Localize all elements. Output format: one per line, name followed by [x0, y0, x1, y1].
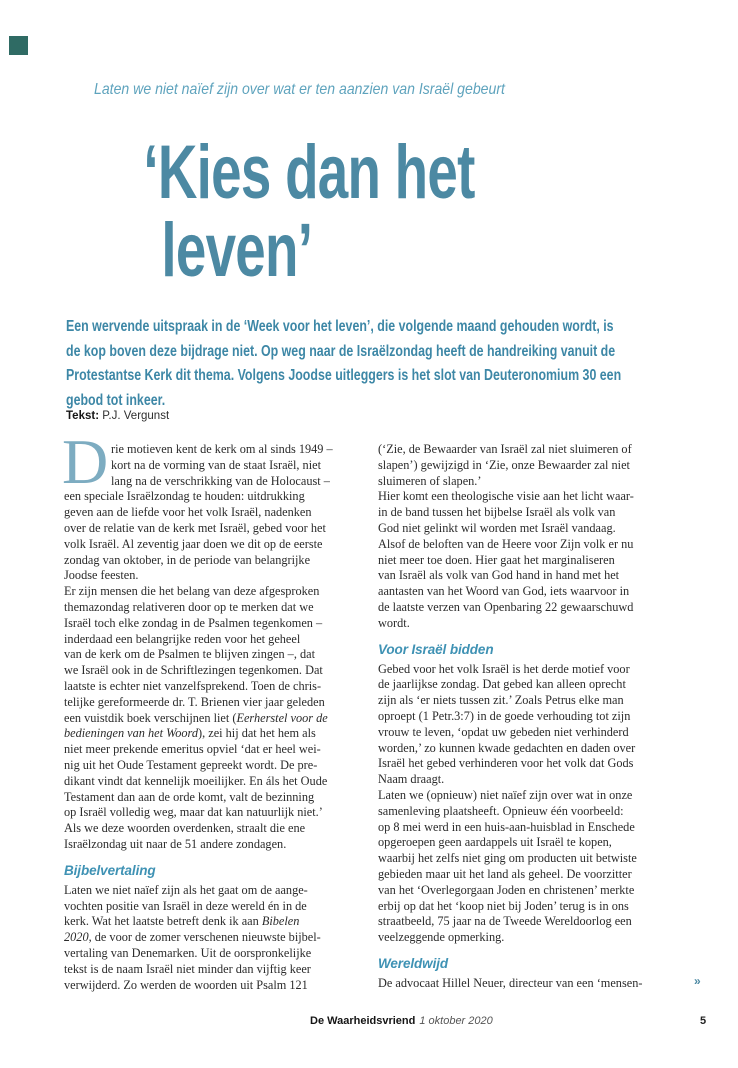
text-line: wordt.	[378, 615, 410, 630]
text-line: de laatste verzen van Openbaring 22 gewaarschuwd	[378, 599, 634, 614]
text-line: Israëlzondag uit naar de 51 andere zondagen.	[64, 836, 287, 851]
section-heading: Bijbelvertaling	[64, 862, 156, 878]
text-line: worden,’ zo kunnen kwade gedachten en daden over	[378, 740, 636, 755]
text-line: over de relatie van de kerk met Israël, gebed voor het	[64, 520, 326, 535]
corner-marker	[9, 36, 28, 55]
text-line: samenleving plaatsheeft. Opnieuw één voorbeeld:	[378, 803, 624, 818]
paragraph	[378, 788, 692, 946]
text-line: gebieden maar uit het land als geheel. De voorzitter	[378, 866, 632, 881]
text-line: kerk. Wat het laatste betreft denk ik aan Bibelen	[64, 914, 300, 929]
text-line: Hier komt een theologische visie aan het licht waar-	[378, 489, 634, 504]
continuation-arrow-icon: »	[694, 974, 701, 988]
text-line: bedieningen van het Woord), zei hij dat het hem als	[64, 726, 316, 741]
paragraph	[378, 442, 692, 489]
text-line: Er zijn mensen die het belang van deze afgesproken	[64, 584, 320, 599]
text-line: niet meer toe doen. Hier gaat het marginaliseren	[378, 552, 615, 567]
text-line: leven’	[161, 208, 313, 293]
text-line: een speciale Israëlzondag te houden: uitdrukking	[64, 489, 305, 504]
text-line: opgeroepen geen aardappels uit Israël te kopen,	[378, 835, 612, 850]
text-line: 2020, de voor de zomer verschenen nieuwste bijbel-	[64, 930, 321, 945]
text-line: vertaling van Denemarken. Uit de oorspronkelijke	[64, 945, 312, 960]
page-number: 5	[700, 1015, 707, 1027]
text-line: telijke gereformeerde dr. T. Brienen vier jaar geleden	[64, 694, 325, 709]
text-line: de jaarlijkse zondag. Dat gebed kan alleen oprecht	[378, 677, 626, 692]
text-line: erbij op dat het ‘koop niet bij Joden’ terug is in ons	[378, 898, 629, 913]
section-heading: Wereldwijd	[378, 955, 449, 971]
text-line: veelzeggende opmerking.	[378, 930, 505, 945]
intro-paragraph	[66, 315, 621, 413]
text-line: van Israël als volk van God hand in hand met het	[378, 568, 620, 583]
article-column-right	[378, 442, 692, 992]
text-line: Laten we (opnieuw) niet naïef zijn over wat in onze	[378, 787, 633, 802]
text-line: slapen’) gewijzigd in ‘Zie, onze Bewaarder zal niet	[378, 457, 630, 472]
text-line: laatste is echter niet vanzelfsprekend. Toen de chris-	[64, 678, 322, 693]
text-line: Naam draagt.	[378, 772, 445, 787]
text-line: zijn als ‘er niets tussen zit.’ Zoals Petrus elke man	[378, 693, 624, 708]
drop-cap: D	[62, 426, 109, 497]
text-line: Protestantse Kerk dit thema. Volgens Joodse uitleggers is het slot van Deuteronomium 30 een	[66, 367, 622, 384]
text-line: Een wervende uitspraak in de ‘Week voor het leven’, die volgende maand gehouden wordt, is	[66, 318, 614, 335]
text-line: zondag van oktober, in de periode van belangrijke	[64, 552, 311, 567]
text-line: verwijderd. Zo werden de woorden uit Psalm 121	[64, 977, 308, 992]
text-line: oproept (1 Petr.3:7) in de goede verhouding tot zijn	[378, 708, 631, 723]
text-line: Israël toch elke zondag in de Psalmen tegenkomen –	[64, 615, 323, 630]
text-line: kort na de vorming van de staat Israël, niet	[111, 457, 322, 472]
magazine-name: De Waarheidsvriend	[310, 1015, 416, 1027]
paragraph	[378, 976, 692, 992]
text-line: aantasten van het Woord van God, iets waarvoor in	[378, 584, 630, 599]
text-line: lang na de verschrikking van de Holocaust –	[111, 473, 330, 488]
text-line: nig uit het Oude Testament gepreekt wordt. De pre-	[64, 757, 318, 772]
page-footer	[310, 1015, 493, 1027]
text-line: we Israël ook in de Schriftlezingen tegenkomen. Dat	[64, 663, 323, 678]
text-line: God niet gelinkt wil worden met Israël vandaag.	[378, 520, 616, 535]
kicker-subtitle: Laten we niet naïef zijn over wat er ten aanzien van Israël gebeurt	[94, 81, 505, 98]
text-line: geven aan de liefde voor het volk Israël, nadenken	[64, 505, 312, 520]
text-line: gebod tot inkeer.	[66, 391, 166, 409]
text-line: van het ‘Overlegorgaan Joden en christenen’ merkte	[378, 882, 635, 897]
text-line: van de kerk om de Psalmen te blijven zingen –, dat	[64, 647, 315, 662]
text-line: straatbeeld, 75 jaar na de Tweede Wereldoorlog een	[378, 914, 632, 929]
text-line: De advocaat Hillel Neuer, directeur van een ‘mensen-	[378, 975, 643, 990]
article-title	[143, 130, 475, 293]
text-line: Testament dan aan de orde komt, valt de bezinning	[64, 789, 315, 804]
text-line: op 8 mei werd in een huis-aan-huisblad in Enschede	[378, 819, 635, 834]
text-line: in de band tussen het bijbelse Israël als volk van	[378, 505, 616, 520]
text-line: Alsof de beloften van de Heere voor Zijn volk er nu	[378, 536, 634, 551]
paragraph	[378, 662, 692, 788]
text-line: Laten we niet naïef zijn als het gaat om de aange-	[64, 882, 308, 897]
text-line: Joodse feesten.	[64, 568, 139, 583]
text-line: rie motieven kent de kerk om al sinds 1949 –	[111, 442, 333, 456]
text-line: Als we deze woorden overdenken, straalt die ene	[64, 821, 306, 836]
byline-author: P.J. Vergunst	[102, 410, 170, 422]
text-line: volk Israël. Al zeventig jaar doen we dit op de eerste	[64, 536, 323, 551]
byline-label: Tekst:	[66, 410, 100, 422]
text-line: een vuistdik boek verschijnen liet (Eerherstel voor de	[64, 710, 328, 725]
text-line: themazondag relativeren door op te merken dat we	[64, 599, 314, 614]
paragraph	[378, 489, 692, 631]
text-line: ‘Kies dan het	[143, 130, 475, 215]
text-line: waarbij het zelfs niet ging om producten uit betwiste	[378, 851, 637, 866]
text-line: dikant vindt dat kennelijk moeilijker. En áls het Oude	[64, 773, 328, 788]
text-line: de kop boven deze bijdrage niet. Op weg naar de Israëlzondag heeft de handreiking vanuit de	[66, 342, 616, 360]
text-line: Israël het gebed verhinderen voor het volk dat Gods	[378, 756, 634, 771]
paragraph	[64, 584, 364, 853]
text-line: tekst is de naam Israël niet minder dan vijftig keer	[64, 961, 311, 976]
byline	[66, 410, 169, 422]
paragraph	[62, 426, 364, 584]
text-line: (‘Zie, de Bewaarder van Israël zal niet sluimeren of	[378, 442, 632, 456]
text-line: vochten positie van Israël in deze wereld én in de	[64, 898, 307, 913]
text-line: op Israël volledig weg, maar dat kan natuurlijk niet.’	[64, 805, 323, 820]
text-line: vrouw te leven, ‘opdat uw gebeden niet verhinderd	[378, 724, 629, 739]
text-line: sluimeren of slapen.’	[378, 473, 482, 488]
article-column-left	[62, 426, 364, 993]
text-line: Gebed voor het volk Israël is het derde motief voor	[378, 661, 630, 676]
paragraph	[64, 883, 364, 994]
section-heading: Voor Israël bidden	[378, 641, 494, 657]
issue-date: 1 oktober 2020	[419, 1015, 493, 1027]
text-line: niet meer prekende emeritus opviel ‘dat er heel wei-	[64, 742, 321, 757]
text-line: inderdaad een belangrijke reden voor het geheel	[64, 631, 301, 646]
